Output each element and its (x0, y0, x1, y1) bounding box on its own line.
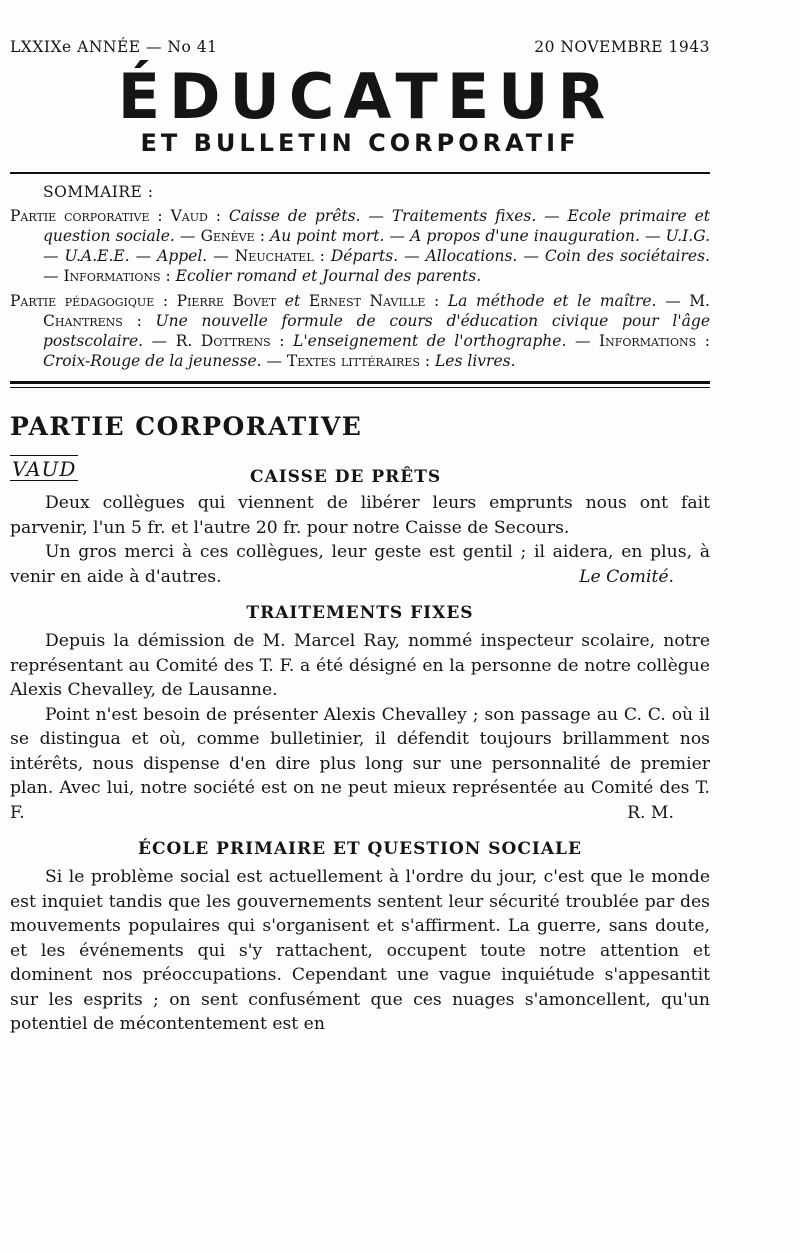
journal-title: ÉDUCATEUR (117, 60, 615, 133)
issue-number: LXXIXe ANNÉE — No 41 (10, 38, 218, 56)
toc-items: Au point mort. — A propos d'une inauguration. — U.I.G. — U.A.E.E. — Appel. — (43, 227, 710, 265)
toc-author: R. Dottrens : (175, 332, 285, 350)
toc-pedagogique (10, 291, 710, 371)
toc-section: Textes littéraires : (286, 352, 431, 370)
signature: Le Comité. (579, 566, 674, 587)
paragraph-text: Point n'est besoin de présenter Alexis Chevalley ; son passage au C. C. où il se distingua et où, comme bulletinier, il défendit toujours brillamment nos intérêts, nous dispense d'en dire plus long sur une personnalité de premier plan. Avec lui, notre société est on ne peut mieux représentée au Comité des T. F. (10, 704, 710, 823)
document-page (10, 38, 710, 1037)
paragraph-text: Un gros merci à ces collègues, leur geste est gentil ; il aidera, en plus, à venir en aide à d'autres. (10, 542, 710, 587)
paragraph: Si le problème social est actuellement à l'ordre du jour, c'est que le monde est inquiet tandis que les gouvernements sentent leur sécurité troublée par des mouvements populaires qui s'organisent et s'affirment. La guerre, sans doute, et les événements qui s'y rattachent, occupent toute notre attention et dominent nos préoccupations. Cependant une vague inquiétude s'appesantit sur les esprits ; on sent confusément que ces nuages s'amoncellent, qu'un potentiel de mécontentement est en (10, 867, 710, 1034)
toc-author: M. Chantrens : (43, 292, 710, 330)
masthead-rule (10, 172, 710, 174)
article-header-row (10, 455, 710, 491)
toc-heading: SOMMAIRE : (43, 183, 154, 201)
paragraph (10, 703, 710, 826)
toc-items: Caisse de prêts. — Traitements fixes. — Ecole primaire et question sociale. — (43, 207, 710, 245)
article-ecole (10, 865, 710, 1037)
toc-items: Croix-Rouge de la jeunesse. — (43, 352, 282, 370)
toc-author: Pierre Bovet (176, 292, 277, 310)
toc-label: Partie pédagogique : (10, 292, 169, 310)
toc-items: Les livres. (435, 352, 516, 370)
region-label: VAUD (12, 457, 77, 481)
paragraph: Depuis la démission de M. Marcel Ray, nommé inspecteur scolaire, notre représentant au Comité des T. F. a été désigné en la personne de notre collègue Alexis Chevalley, de Lausanne. (10, 631, 710, 700)
masthead (10, 60, 710, 158)
journal-subtitle: ET BULLETIN CORPORATIF (140, 129, 580, 157)
toc-conjunction: et (284, 292, 301, 310)
toc-corporative (10, 206, 710, 286)
toc-section: Informations : (599, 332, 710, 350)
issue-date: 20 NOVEMBRE 1943 (534, 38, 710, 56)
article-traitements (10, 629, 710, 825)
article-heading-ecole: ÉCOLE PRIMAIRE ET QUESTION SOCIALE (138, 839, 582, 859)
article-heading-caisse: CAISSE DE PRÊTS (250, 467, 442, 487)
article-heading-traitements: TRAITEMENTS FIXES (246, 603, 474, 623)
toc-items: Départs. — Allocations. — Coin des sociétaires. — (43, 247, 710, 285)
toc-items: La méthode et le maître. — (447, 292, 681, 310)
toc-items: Une nouvelle formule de cours d'éducation civique pour l'âge postscolaire. — (43, 312, 710, 350)
table-of-contents (10, 182, 710, 371)
toc-section: Vaud : (170, 207, 221, 225)
signature: R. M. (627, 802, 674, 823)
toc-items: Ecolier romand et Journal des parents. (175, 267, 482, 285)
toc-section: Informations : (63, 267, 171, 285)
section-divider (10, 381, 710, 388)
toc-author: Ernest Naville : (308, 292, 440, 310)
toc-section: Neuchatel : (234, 247, 325, 265)
section-title: PARTIE CORPORATIVE (10, 412, 363, 441)
issue-line (10, 38, 710, 56)
toc-label: Partie corporative : (10, 207, 163, 225)
article-caisse (10, 491, 710, 589)
toc-items: L'enseignement de l'orthographe. — (293, 332, 591, 350)
paragraph: Deux collègues qui viennent de libérer leurs emprunts nous ont fait parvenir, l'un 5 fr. et l'autre 20 fr. pour notre Caisse de Secours. (10, 493, 710, 538)
toc-section: Genève : (200, 227, 265, 245)
paragraph (10, 540, 710, 589)
